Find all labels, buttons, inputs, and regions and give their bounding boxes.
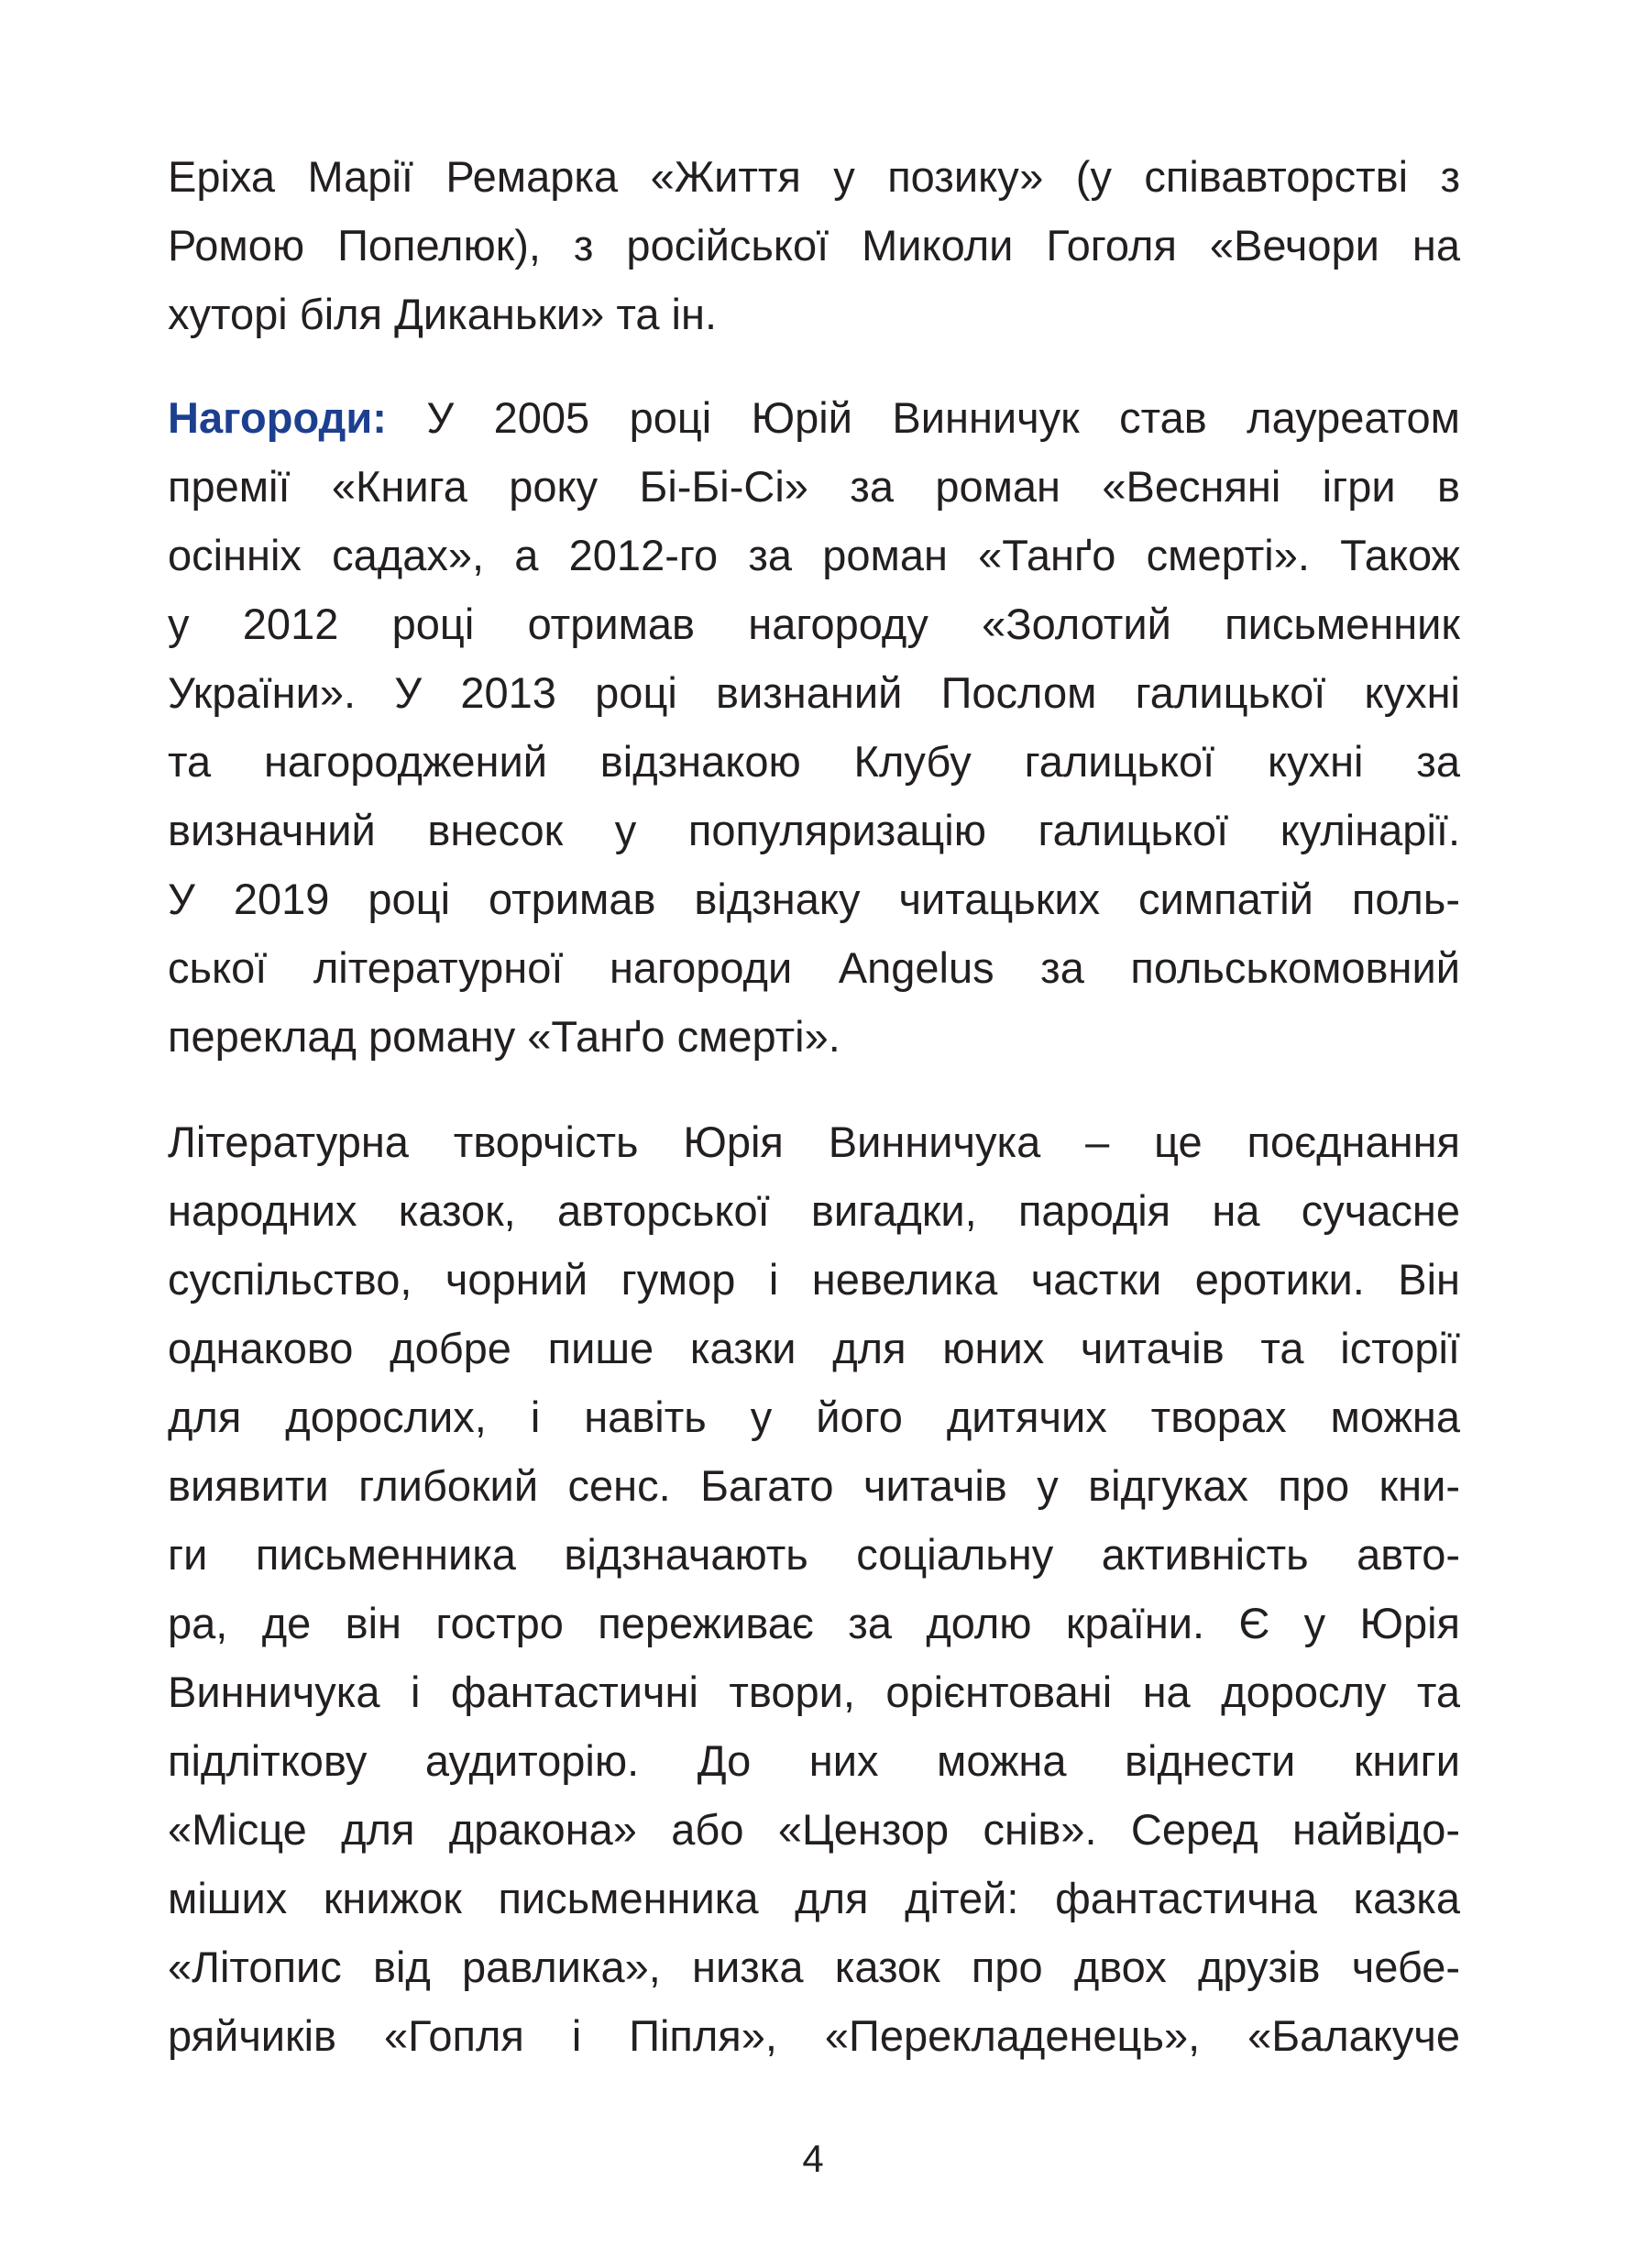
text-line: суспільство, чорний гумор і невелика частки еротики. Він (168, 1255, 1460, 1304)
text-line: ра, де він гостро переживає за долю країни. Є у Юрія (168, 1599, 1460, 1647)
text-line: Ромою Попелюк), з російської Миколи Гоголя «Вечори на (168, 221, 1460, 270)
paragraph-creativity (168, 1107, 1460, 2070)
page-number: 4 (802, 2137, 824, 2180)
text-line: підліткову аудиторію. До них можна віднести книги (168, 1736, 1460, 1785)
paragraph-translations (168, 142, 1460, 348)
text-line (168, 383, 1460, 452)
text-line: осінніх садах», а 2012-го за роман «Танґо смерті». Також (168, 531, 1460, 579)
text-line: Літературна творчість Юрія Винничука – це поєднання (168, 1117, 1460, 1166)
awards-first-line-text: У 2005 році Юрій Винничук став лауреатом (426, 393, 1460, 442)
text-line: «Літопис від равлика», низка казок про двох друзів чебе- (168, 1943, 1460, 1991)
paragraph-awards (168, 383, 1460, 1071)
text-line: Еріха Марії Ремарка «Життя у позику» (у співавторстві з (168, 152, 1460, 201)
text-line: хуторі біля Диканьки» та ін. (168, 290, 717, 338)
text-line: та нагороджений відзнакою Клубу галицької кухні за (168, 737, 1460, 786)
text-line: ської літературної нагороди Angelus за польськомовний (168, 943, 1460, 992)
text-line: у 2012 році отримав нагороду «Золотий письменник (168, 600, 1460, 648)
text-line: ги письменника відзначають соціальну активність авто- (168, 1530, 1460, 1579)
text-line: однаково добре пише казки для юних читачів та історії (168, 1324, 1460, 1372)
text-line: визначний внесок у популяризацію галицької кулінарії. (168, 806, 1460, 854)
text-line: для дорослих, і навіть у його дитячих творах можна (168, 1393, 1460, 1441)
text-line: міших книжок письменника для дітей: фантастична казка (168, 1874, 1460, 1922)
text-line: Винничука і фантастичні твори, орієнтовані на дорослу та (168, 1668, 1460, 1716)
text-line: виявити глибокий сенс. Багато читачів у відгуках про кни- (168, 1461, 1460, 1510)
text-line: «Місце для дракона» або «Цензор снів». Серед найвідо- (168, 1805, 1460, 1854)
text-line: ряйчиків «Гопля і Піпля», «Перекладенець», «Балакуче (168, 2011, 1460, 2060)
text-line: премії «Книга року Бі-Бі-Сі» за роман «Весняні ігри в (168, 462, 1460, 511)
awards-label: Нагороди: (168, 393, 387, 442)
text-line: України». У 2013 році визнаний Послом галицької кухні (168, 668, 1460, 717)
text-line: переклад роману «Танґо смерті». (168, 1012, 840, 1061)
text-line: У 2019 році отримав відзнаку читацьких симпатій поль- (168, 875, 1460, 923)
text-line: народних казок, авторської вигадки, пародія на сучасне (168, 1186, 1460, 1235)
